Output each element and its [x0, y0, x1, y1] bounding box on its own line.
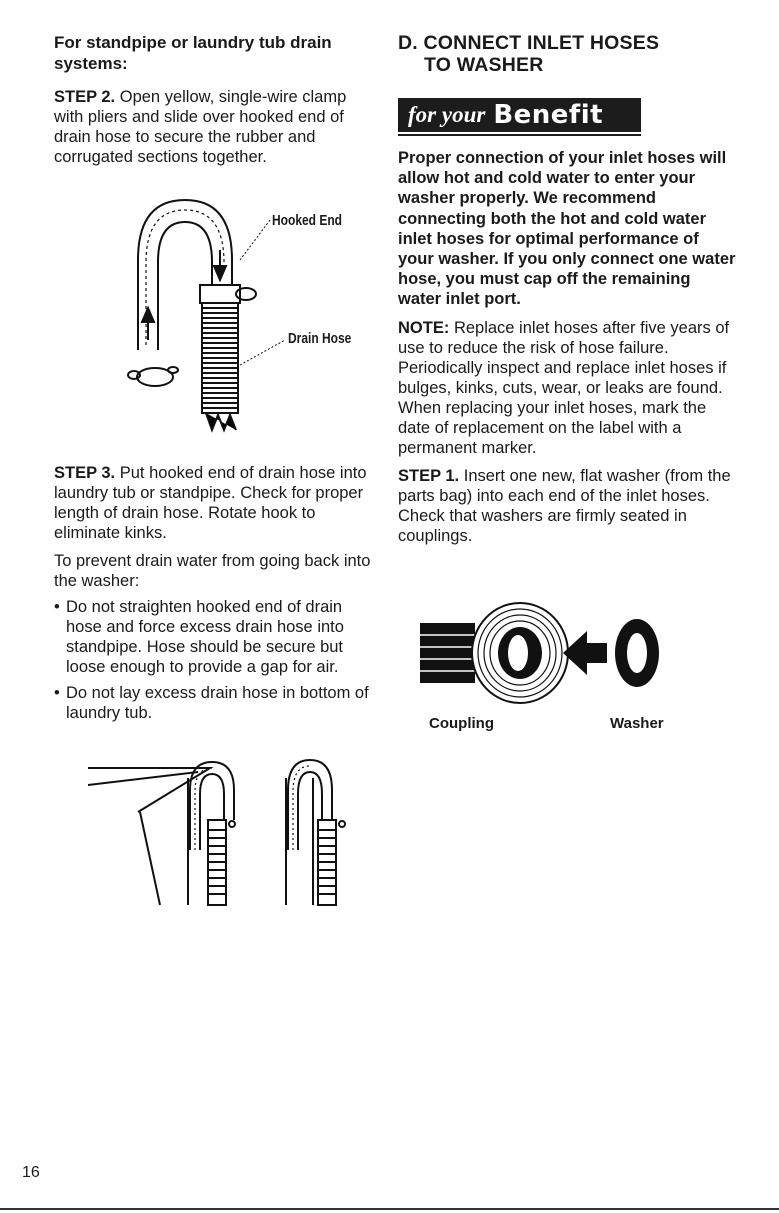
prevent-paragraph: To prevent drain water from going back into the washer: — [54, 552, 371, 590]
right-column — [398, 32, 738, 546]
step3-paragraph — [54, 463, 372, 543]
left-column-lower — [54, 463, 372, 729]
list-item: • Do not lay excess drain hose in bottom of laundry tub. — [54, 683, 372, 723]
hooked-end-label: Hooked End — [272, 212, 343, 229]
step1-paragraph — [398, 466, 738, 546]
drain-hose-label: Drain Hose — [288, 330, 352, 347]
step1-text: Insert one new, flat washer (from the parts bag) into each end of the inlet hoses. Check that washers are firmly seated in couplings. — [398, 466, 731, 545]
step1-label: STEP 1. — [398, 466, 460, 485]
note-text: Replace inlet hoses after five years of use to reduce the risk of hose failure. Periodically inspect and replace inlet hoses if bulges, kinks, cuts, wear, or leaks are found. When replacing your inlet hoses, mark the date of replacement on the label with a permanent marker. — [398, 318, 730, 457]
laundry-tub-standpipe-illustration — [88, 750, 378, 910]
coupling-washer-illustration — [415, 595, 685, 705]
section-heading-line1: D. CONNECT INLET HOSES — [398, 32, 660, 54]
list-item: • Do not straighten hooked end of drain hose and force excess drain hose into standpipe. Hose should be secure but loose enough to provide a gap for air. — [54, 597, 372, 677]
step2-label: STEP 2. — [54, 88, 116, 106]
step2-paragraph — [54, 87, 372, 167]
banner-pre-text: for your — [408, 102, 486, 127]
page-number: 16 — [22, 1164, 40, 1181]
washer-caption: Washer — [610, 715, 664, 732]
benefit-paragraph: Proper connection of your inlet hoses will allow hot and cold water to enter your washer properly. We recommend connecting both the hot and cold water inlet hoses for optimal performance of your washer. If you only connect one water hose, you must cap off the remaining water inlet port. — [398, 149, 736, 309]
banner-big-text: Benefit — [493, 100, 604, 130]
prevent-bullet-list — [54, 597, 372, 723]
note-label: NOTE: — [398, 318, 450, 337]
step2-text: Open yellow, single-wire clamp with pliers and slide over hooked end of drain hose to secure the rubber and corrugated sections together. — [54, 88, 347, 166]
step3-text: Put hooked end of drain hose into laundry tub or standpipe. Check for proper length of drain hose. Rotate hook to eliminate kinks. — [54, 464, 367, 542]
banner-underline — [398, 134, 641, 136]
page-bottom-rule — [0, 1208, 779, 1210]
note-paragraph — [398, 318, 738, 458]
step3-label: STEP 3. — [54, 464, 116, 482]
standpipe-subheading: For standpipe or laundry tub drain systems: — [54, 33, 332, 73]
left-column — [54, 32, 372, 167]
coupling-caption: Coupling — [429, 715, 494, 732]
for-your-benefit-banner — [398, 98, 641, 132]
section-heading — [398, 32, 738, 76]
section-heading-line2: TO WASHER — [424, 54, 544, 76]
